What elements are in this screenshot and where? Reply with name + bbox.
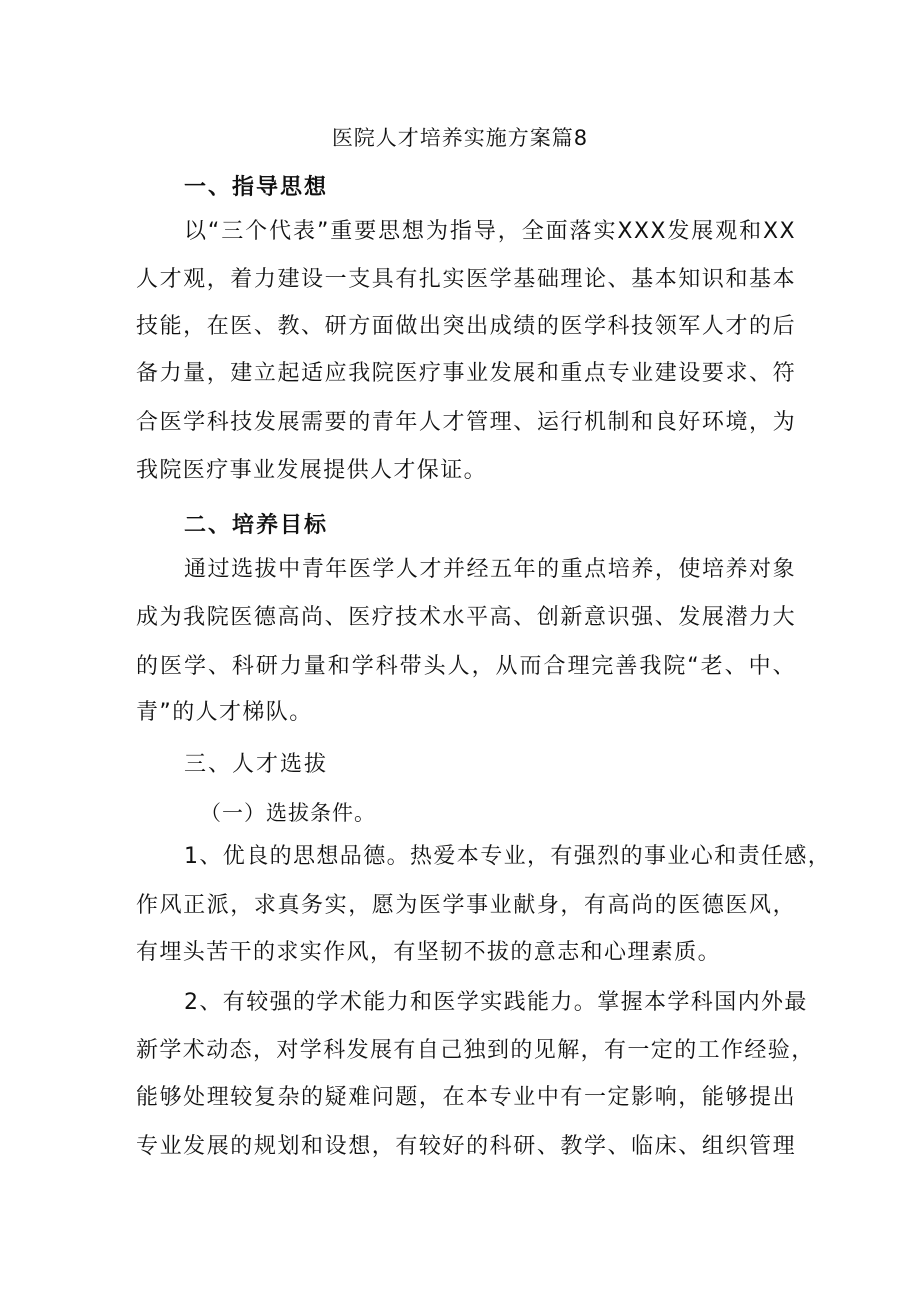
paragraph-line: 人才观，着力建设一支具有扎实医学基础理论、基本知识和基本: [136, 267, 796, 292]
paragraph-line: 通过选拔中青年医学人才并经五年的重点培养，使培养对象: [184, 557, 796, 582]
section-heading: 一、指导思想: [184, 175, 329, 200]
paragraph-line: 作风正派，求真务实，愿为医学事业献身，有高尚的医德医风，: [136, 893, 796, 918]
section-heading: 三、人才选拔: [184, 752, 329, 777]
paragraph-line: 新学术动态，对学科发展有自己独到的见解，有一定的工作经验，: [136, 1038, 815, 1063]
sub-heading: （一）选拔条件。: [200, 801, 376, 825]
paragraph-line: 我院医疗事业发展提供人才保证。: [136, 458, 488, 483]
paragraph-line: 能够处理较复杂的疑难问题，在本专业中有一定影响，能够提出: [136, 1085, 796, 1110]
paragraph-line: 备力量，建立起适应我院医疗事业发展和重点专业建设要求、符: [136, 361, 796, 386]
paragraph-line: 以“三个代表”重要思想为指导，全面落实XXX发展观和XX: [184, 219, 796, 244]
paragraph-line: 的医学、科研力量和学科带头人，从而合理完善我院“老、中、: [136, 654, 796, 679]
section-heading: 二、培养目标: [184, 513, 329, 538]
paragraph-line: 1、优良的思想品德。热爱本专业，有强烈的事业心和责任感，: [184, 844, 832, 869]
paragraph-line: 专业发展的规划和设想，有较好的科研、教学、临床、组织管理: [136, 1134, 796, 1159]
document-title: 医院人才培养实施方案篇8: [331, 126, 589, 150]
paragraph-line: 有埋头苦干的求实作风，有坚韧不拔的意志和心理素质。: [136, 940, 722, 965]
paragraph-line: 成为我院医德高尚、医疗技术水平高、创新意识强、发展潜力大: [136, 605, 796, 630]
paragraph-line: 青”的人才梯队。: [136, 700, 313, 725]
paragraph-line: 合医学科技发展需要的青年人才管理、运行机制和良好环境，为: [136, 410, 796, 435]
paragraph-line: 技能，在医、教、研方面做出突出成绩的医学科技领军人才的后: [136, 314, 796, 339]
paragraph-line: 2、有较强的学术能力和医学实践能力。掌握本学科国内外最: [184, 990, 808, 1015]
